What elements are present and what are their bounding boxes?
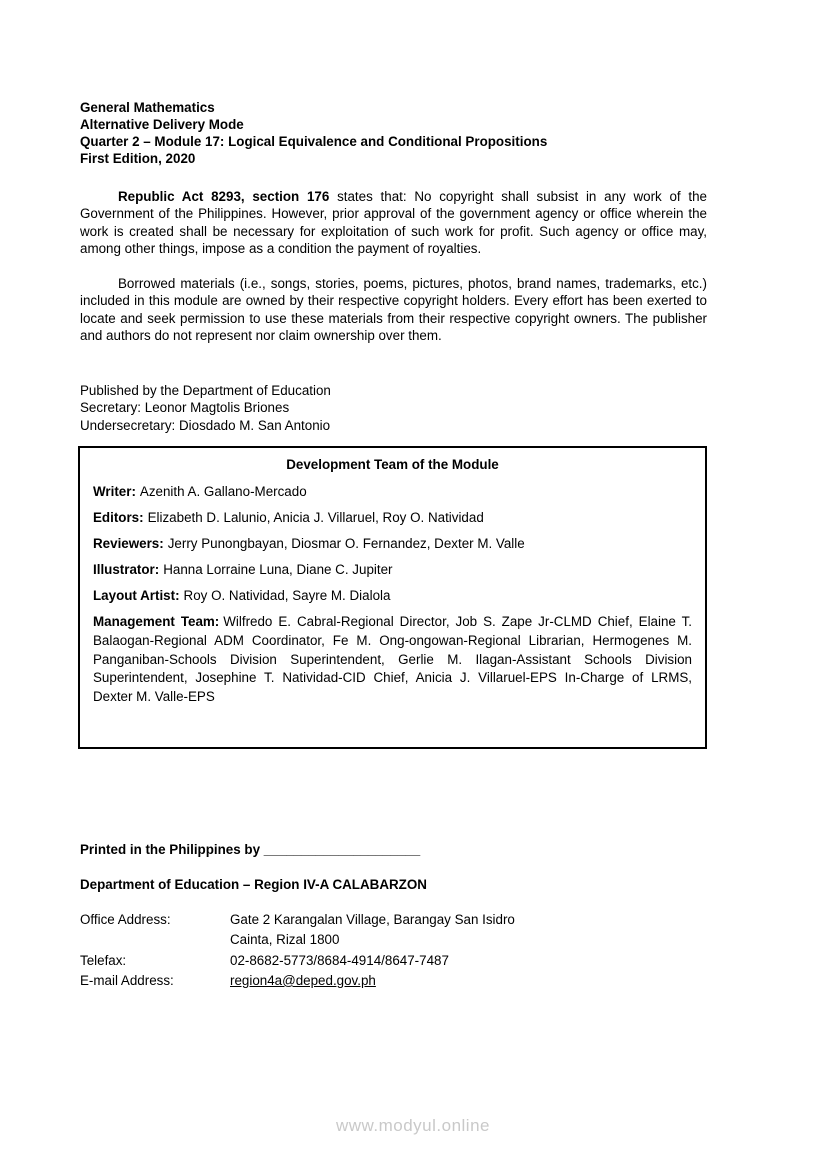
- module-edition-line: First Edition, 2020: [80, 151, 196, 166]
- secretary-line: Secretary: Leonor Magtolis Briones: [80, 400, 290, 416]
- illustrator-names: Hanna Lorraine Luna, Diane C. Jupiter: [163, 562, 393, 578]
- management-team-role-label: Management Team:: [93, 614, 220, 630]
- development-team-title: Development Team of the Module: [286, 457, 499, 472]
- reviewers-role-label: Reviewers:: [93, 536, 164, 552]
- email-label: E-mail Address:: [80, 972, 174, 988]
- office-address-label: Office Address:: [80, 912, 171, 927]
- site-watermark: www.modyul.online: [335, 1116, 490, 1135]
- dev-team-reviewers: [93, 535, 692, 554]
- telefax-label: Telefax:: [80, 952, 127, 968]
- module-subtitle: Alternative Delivery Mode: [80, 117, 244, 132]
- editors-role-label: Editors:: [93, 510, 144, 526]
- layout-artist-role-label: Layout Artist:: [93, 588, 180, 604]
- module-title: General Mathematics: [80, 100, 215, 115]
- copyright-paragraph-2: Borrowed materials (i.e., songs, stories, poems, pictures, photos, brand names, trademarks, etc.) included in this module are owned by their respective copyright holders. Every effort has been exerted to locate and seek permission to use these materials from their respective copyright owners. The publisher and authors do not represent nor claim ownership over them.: [80, 276, 707, 344]
- telefax-row: [80, 951, 707, 971]
- printed-by-blank-line: _____________________: [263, 842, 421, 857]
- department-region-line: Department of Education – Region IV-A CALABARZON: [80, 877, 427, 892]
- dev-team-editors: [93, 509, 692, 528]
- published-by-line: Published by the Department of Education: [80, 383, 331, 398]
- office-address-value-2: Cainta, Rizal 1800: [230, 932, 340, 948]
- management-team-names: Wilfredo E. Cabral-Regional Director, Job S. Zape Jr-CLMD Chief, Elaine T. Balaogan-Regional ADM Coordinator, Fe M. Ong-ongowan-Regional Librarian, Hermogenes M. Panganiban-Schools Division Superintendent, Gerlie M. Ilagan-Assistant Schools Division Superintendent, Josephine T. Natividad-CID Chief, Anicia J. Villaruel-EPS In-Charge of LRMS, Dexter M. Valle-EPS: [93, 614, 692, 704]
- writer-role-label: Writer:: [93, 484, 136, 499]
- module-header: [80, 99, 707, 167]
- reviewers-names: Jerry Punongbayan, Diosmar O. Fernandez, Dexter M. Valle: [167, 536, 525, 552]
- module-quarter-line: Quarter 2 – Module 17: Logical Equivalence and Conditional Propositions: [80, 134, 548, 149]
- dev-team-management-team: [93, 613, 692, 706]
- development-team-box: [78, 446, 707, 749]
- printed-in-philippines-line: [80, 841, 707, 858]
- office-address-label-spacer: [80, 930, 230, 950]
- publisher-block: [80, 382, 707, 434]
- undersecretary-line: Undersecretary: Diosdado M. San Antonio: [80, 417, 331, 433]
- office-address-row: [80, 910, 707, 930]
- dev-team-illustrator: [93, 561, 692, 580]
- email-link[interactable]: region4a@deped.gov.ph: [230, 972, 376, 988]
- illustrator-role-label: Illustrator:: [93, 562, 160, 578]
- republic-act-lead-in: Republic Act 8293, section 176: [118, 189, 330, 204]
- layout-artist-names: Roy O. Natividad, Sayre M. Dialola: [183, 588, 391, 604]
- writer-names: Azenith A. Gallano-Mercado: [139, 484, 307, 499]
- dev-team-writer: [93, 483, 692, 502]
- dev-team-layout-artist: [93, 587, 692, 606]
- contact-details-block: [80, 910, 707, 991]
- copyright-paragraph-1: [80, 188, 707, 258]
- office-address-value: Gate 2 Karangalan Village, Barangay San Isidro: [230, 912, 515, 927]
- office-address-row-2: [80, 930, 707, 950]
- email-row: [80, 971, 707, 991]
- republic-act-body: states that: No copyright shall subsist in any work of the Government of the Philippines. However, prior approval of the government agency or office wherein the work is created shall be necessary for exploitation of such work for profit. Such agency or office may, among other things, impose as a condition the payment of royalties.: [80, 189, 707, 257]
- editors-names: Elizabeth D. Lalunio, Anicia J. Villaruel, Roy O. Natividad: [147, 510, 484, 526]
- printed-by-label: Printed in the Philippines by: [80, 842, 261, 857]
- telefax-value: 02-8682-5773/8684-4914/8647-7487: [230, 952, 449, 968]
